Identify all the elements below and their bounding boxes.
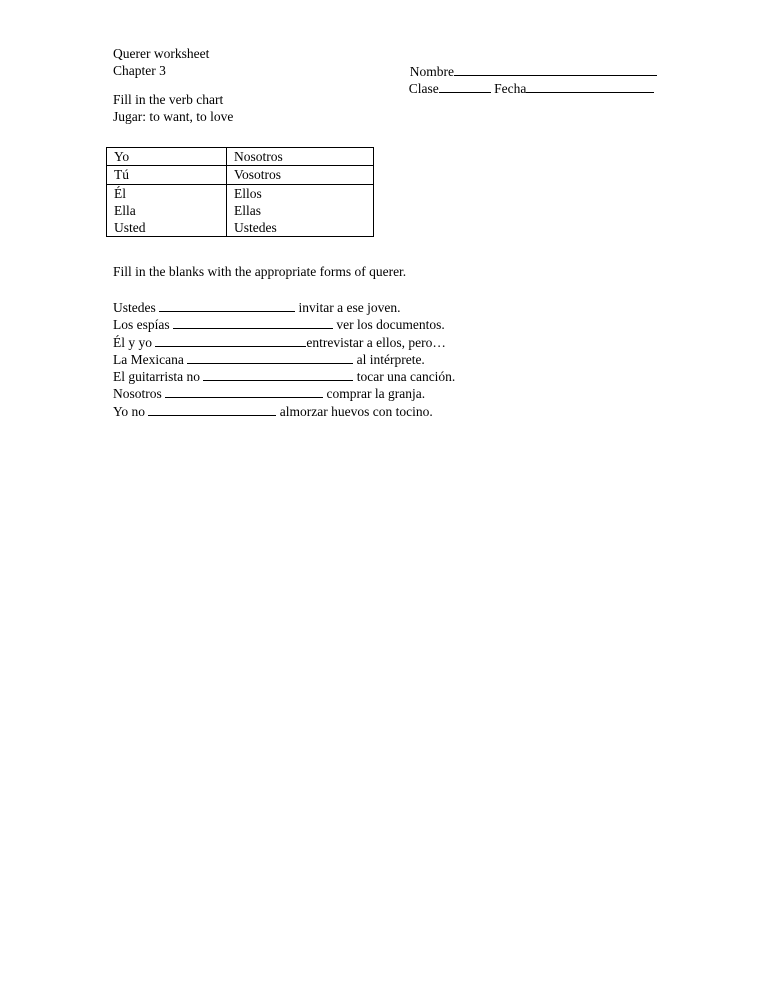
list-item [113, 367, 455, 384]
table-cell[interactable] [107, 166, 227, 184]
chapter-label: Chapter 3 [113, 63, 166, 78]
pronoun-nosotros: Nosotros [234, 149, 283, 164]
table-cell[interactable] [107, 184, 227, 237]
sentence-start: Yo no [113, 403, 149, 419]
pronoun-ellos: Ellos [234, 185, 262, 201]
sentence-start: Los espías [113, 317, 173, 333]
sentence-list [113, 298, 455, 419]
name-label: Nombre [409, 64, 454, 80]
pronoun-el: Él [114, 185, 126, 201]
date-blank[interactable] [526, 79, 654, 93]
sentence-end: comprar la granja. [323, 386, 426, 402]
pronoun-ella: Ella [114, 202, 136, 218]
sentence-end: al intérprete. [353, 351, 425, 367]
chart-instruction: Fill in the verb chart [113, 92, 224, 107]
pronoun-ellas: Ellas [234, 202, 261, 218]
answer-blank[interactable] [159, 298, 295, 312]
class-blank[interactable] [439, 79, 491, 93]
table-row [107, 184, 374, 237]
worksheet-title: Querer worksheet [113, 46, 210, 61]
table-cell[interactable] [227, 148, 374, 166]
date-label: Fecha [494, 81, 527, 97]
class-label: Clase [408, 81, 439, 97]
verb-definition: Jugar: to want, to love [113, 109, 234, 124]
sentence-end: almorzar huevos con tocino. [276, 403, 433, 419]
sentence-end: entrevistar a ellos, pero… [306, 334, 446, 350]
answer-blank[interactable] [155, 333, 306, 347]
pronoun-yo: Yo [114, 149, 130, 164]
list-item [113, 298, 455, 315]
list-item [113, 402, 455, 419]
table-row [107, 148, 374, 166]
answer-blank[interactable] [173, 315, 333, 329]
table-row [107, 166, 374, 184]
pronoun-usted: Usted [114, 220, 146, 236]
table-cell[interactable] [227, 184, 374, 237]
sentence-start: La Mexicana [113, 351, 188, 367]
list-item [113, 350, 455, 367]
verb-chart-table [106, 147, 374, 237]
sentence-start: Ustedes [113, 300, 160, 315]
answer-blank[interactable] [187, 350, 353, 364]
sentence-end: tocar una canción. [353, 369, 456, 385]
table-cell[interactable] [227, 166, 374, 184]
pronoun-tu: Tú [114, 167, 129, 183]
pronoun-vosotros: Vosotros [234, 167, 282, 183]
sentence-end: ver los documentos. [333, 317, 445, 333]
table-cell[interactable] [107, 148, 227, 166]
answer-blank[interactable] [203, 367, 353, 381]
sentence-start: Él y yo [113, 334, 156, 350]
sentence-start: Nosotros [113, 386, 166, 402]
class-date-field[interactable] [402, 62, 654, 98]
list-item [113, 315, 455, 332]
blanks-instruction: Fill in the blanks with the appropriate forms of querer. [113, 264, 407, 279]
list-item [113, 333, 455, 350]
sentence-start: El guitarrista no [113, 369, 204, 385]
sentence-end: invitar a ese joven. [295, 300, 401, 315]
pronoun-ustedes: Ustedes [234, 220, 277, 236]
list-item [113, 384, 455, 401]
answer-blank[interactable] [165, 384, 323, 398]
answer-blank[interactable] [148, 402, 276, 416]
